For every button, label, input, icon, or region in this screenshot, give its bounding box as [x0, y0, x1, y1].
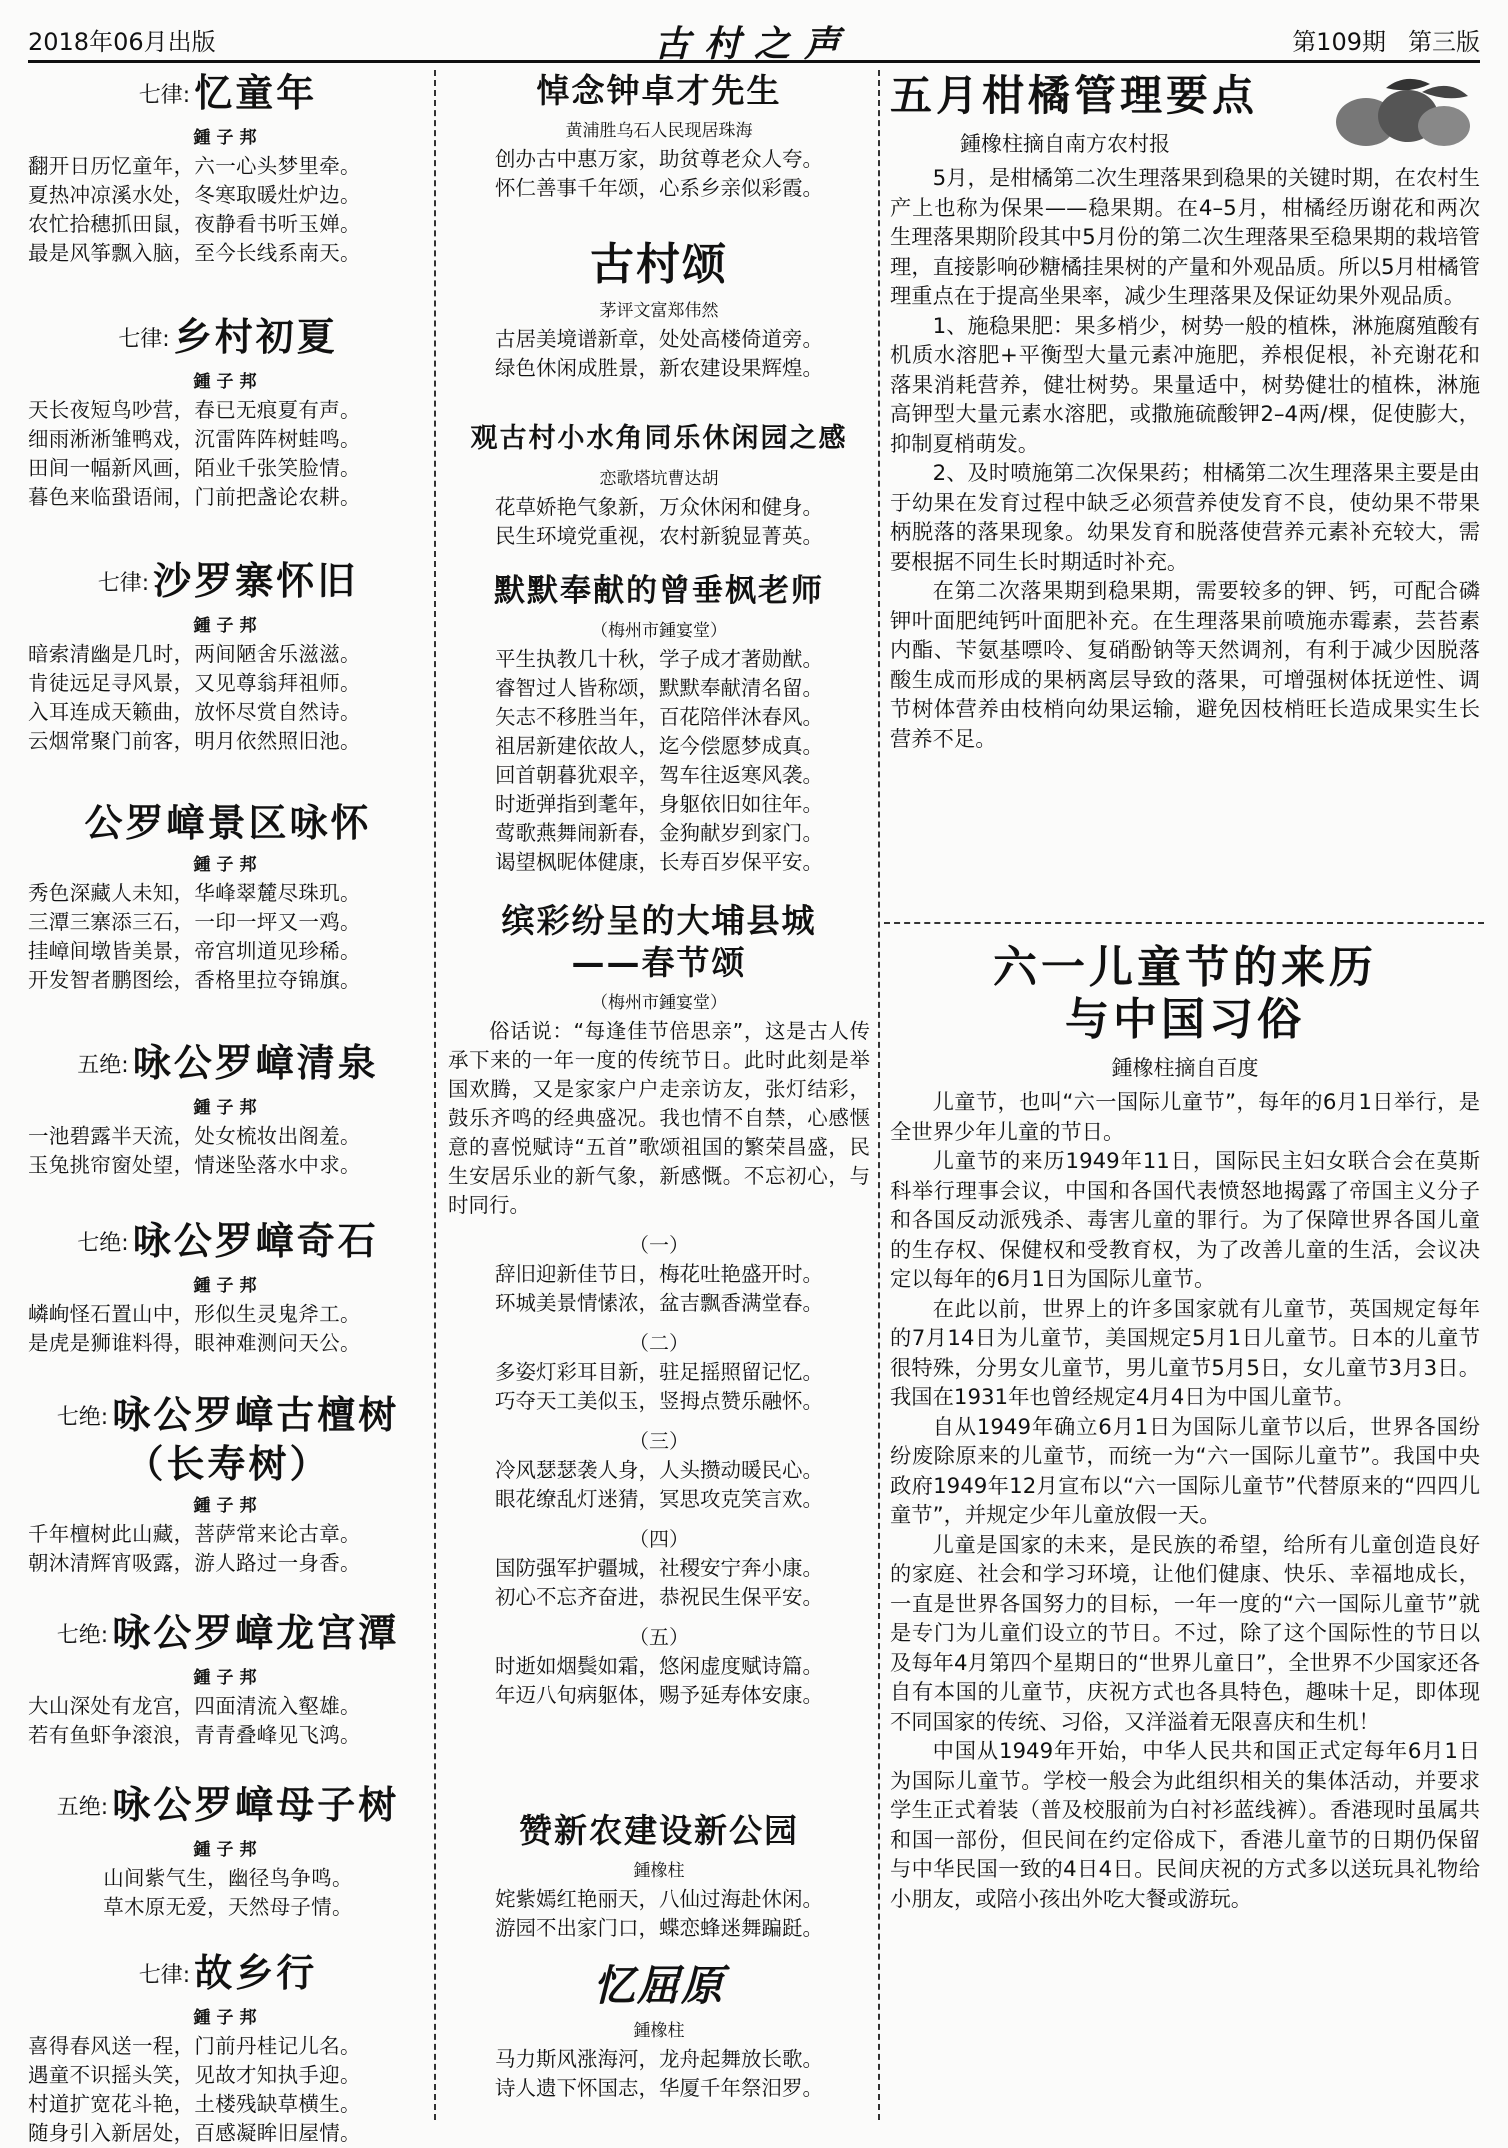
- poem-line: 山间紫气生，幽径鸟争鸣。: [103, 1865, 353, 1890]
- poem-line: 初心不忘齐奋进，恭祝民生保平安。: [495, 1585, 823, 1609]
- poem-line: 草木原无爱，天然母子情。: [103, 1894, 353, 1919]
- poem-title-text: 咏公罗嶂清泉: [132, 1041, 379, 1085]
- poem-line: 眼花缭乱灯迷猜，冥思攻克笑言欢。: [495, 1487, 823, 1511]
- poem-title: [28, 70, 428, 119]
- poem-5: [28, 1040, 428, 1180]
- article-childrens-day: [890, 942, 1480, 1914]
- section-number: （五）: [629, 1625, 689, 1649]
- poem-line: 创办古中惠万家，助贫尊老众人夸。: [495, 147, 823, 171]
- poem-title: [28, 1950, 428, 1999]
- article-paragraph: 儿童节，也叫“六一国际儿童节”，每年的6月1日举行，是全世界少年儿童的节日。: [890, 1090, 1480, 1145]
- poem-author: 茅评文富郑伟然: [599, 301, 719, 321]
- poem-line: 暗索清幽是几时，两间陋舍乐滋滋。: [28, 641, 361, 666]
- poem-line: 翻开日历忆童年，六一心头梦里牵。: [28, 153, 361, 178]
- poem-line: 挂嶂间墩皆美景，帝宫圳道见珍稀。: [28, 939, 361, 963]
- poem-title: 忆屈原: [592, 1961, 725, 2010]
- section-number: （二）: [629, 1331, 689, 1355]
- article-paragraph: 在此以前，世界上的许多国家就有儿童节，英国规定每年的7月14日为儿童节，美国规定5月1日儿童节。日本的儿童节很特殊，分男女儿童节，男儿童节5月5日，女儿童节3月3日。我国在1931年也曾经规定4月4日为中国儿童节。: [890, 1296, 1480, 1410]
- poem-1: [28, 70, 428, 268]
- poem-line: 姹紫嫣红艳丽天，八仙过海赴休闲。: [495, 1887, 823, 1911]
- poem-line: 环城美景情愫浓，盆吉飘香满堂春。: [495, 1291, 823, 1315]
- poem-title: [28, 1782, 428, 1831]
- poem-line: 辞旧迎新佳节日，梅花吐艳盛开时。: [495, 1262, 823, 1286]
- poem-line: 若有鱼虾争滚浪，青青叠峰见飞鸿。: [28, 1722, 361, 1747]
- poem-form: 七绝:: [77, 1230, 129, 1256]
- article-divider: [884, 922, 1484, 924]
- poem-title-text: 沙罗寨怀旧: [153, 559, 359, 603]
- poem-title: [28, 800, 428, 846]
- column-divider: [434, 70, 436, 2120]
- newspaper-name: 古村之声: [653, 23, 854, 65]
- poem-title: [28, 1040, 428, 1089]
- poem-author: 黄浦胜乌石人民现居珠海: [565, 121, 753, 141]
- poem-line: 莺歌燕舞闹新春，金狗献岁到家门。: [495, 821, 823, 845]
- poem-line: 入耳连成天籁曲，放怀尽赏自然诗。: [28, 699, 361, 724]
- poem-line: 随身引入新居处，百感凝眸旧屋情。: [28, 2120, 361, 2145]
- poem-line: 古居美境谱新章，处处高楼倚道旁。: [495, 327, 823, 351]
- poem-author: 鍾子邦: [193, 1097, 263, 1118]
- poem-title-text: 故乡行: [194, 1951, 318, 1995]
- poem-line: 遇童不识摇头笑，见故才知执手迎。: [28, 2062, 361, 2087]
- poem-line: 谒望枫昵体健康，长寿百岁保平安。: [495, 850, 823, 874]
- publish-date: 2018年06月出版: [28, 28, 216, 56]
- article-source: 鍾橡柱摘自百度: [1111, 1056, 1259, 1080]
- poem-village: [448, 238, 870, 383]
- article-title: 缤彩纷呈的大埔县城: [501, 901, 817, 940]
- poem-line: 冷风瑟瑟袭人身，人头攒动暖民心。: [495, 1458, 823, 1482]
- poem-line: 秀色深藏人未知，华峰翠麓尽珠玑。: [28, 881, 361, 905]
- poem-line: 云烟常聚门前客，明月依然照旧池。: [28, 728, 361, 753]
- poem-author: 鍾子邦: [193, 2007, 263, 2028]
- article-subtitle: ——春节颂: [571, 943, 747, 982]
- article-spring-festival: [448, 900, 870, 1710]
- article-title: 五月柑橘管理要点: [890, 71, 1259, 120]
- poem-author: 鍾子邦: [193, 615, 263, 636]
- poem-line: 多姿灯彩耳目新，驻足摇照留记忆。: [495, 1360, 823, 1384]
- poem-line: 祖居新建依故人，迄今偿愿梦成真。: [495, 734, 823, 758]
- article-paragraph: 儿童节的来历1949年11日，国际民主妇女联合会在莫斯科举行理事会议，中国和各国代表愤怒地揭露了帝国主义分子和各国反动派残杀、毒害儿童的罪行。为了保障世界各国儿童的生存权、保健权和受教育权，为了改善儿童的生活，会议决定以每年的6月1日为国际儿童节。: [890, 1149, 1480, 1292]
- poem-title: [28, 558, 428, 607]
- poem-line: 喜得春风送一程，门前丹桂记儿名。: [28, 2033, 361, 2058]
- poem-form: 五绝:: [77, 1052, 129, 1078]
- poem-line: 年迈八旬病躯体，赐予延寿体安康。: [495, 1683, 823, 1707]
- poem-author: 鍾橡柱: [633, 2021, 685, 2041]
- poem-title-text: 咏公罗嶂古檀树: [112, 1393, 400, 1437]
- poem-form: 七绝:: [56, 1404, 109, 1430]
- article-source: 鍾橡柱摘自南方农村报: [960, 132, 1170, 156]
- poem-title: 悼念钟卓才先生: [536, 71, 782, 110]
- poem-line: 一池碧露半天流，处女梳妆出阁羞。: [28, 1123, 361, 1148]
- poem-line: 村道扩宽花斗艳，土楼残缺草横生。: [28, 2091, 361, 2116]
- poem-line: 三潭三寨添三石，一印一坪又一鸡。: [28, 910, 361, 934]
- article-citrus: [890, 70, 1480, 754]
- poem-line: 绿色休闲成胜景，新农建设果辉煌。: [495, 356, 823, 380]
- poem-author: 鍾子邦: [193, 371, 263, 392]
- poem-line: 国防强军护疆城，社稷安宁奔小康。: [495, 1556, 823, 1580]
- poem-author: 鍾子邦: [193, 1667, 263, 1688]
- article-paragraph: 1、施稳果肥：果多梢少，树势一般的植株，淋施腐殖酸有机质水溶肥+平衡型大量元素冲施肥，养根促根，补充谢花和落果消耗营养，健壮树势。果量适中，树势健壮的植株，淋施高钾型大量元素水溶肥，或撒施硫酸钾2–4两/棵，促使膨大，抑制夏梢萌发。: [890, 313, 1480, 457]
- poem-form: 七律:: [97, 570, 150, 596]
- edition-number: 第三版: [1408, 28, 1480, 56]
- poem-title: [28, 1392, 428, 1441]
- poem-line: 细雨淅淅雏鸭戏，沉雷阵阵树蛙鸣。: [28, 426, 361, 451]
- section-number: （四）: [629, 1527, 689, 1551]
- poem-line: 时逝如烟鬓如霜，悠闲虚度赋诗篇。: [495, 1654, 823, 1678]
- poem-title-text: 咏公罗嶂奇石: [132, 1219, 379, 1263]
- poem-line: 游园不出家门口，蝶恋蜂迷舞蹁跹。: [495, 1916, 823, 1940]
- poem-teacher: [448, 570, 870, 877]
- poem-author: 鍾子邦: [193, 1495, 263, 1516]
- poem-line: 嶙峋怪石置山中，形似生灵鬼斧工。: [28, 1301, 361, 1326]
- poem-line: 怀仁善事千年颂，心系乡亲似彩霞。: [495, 176, 823, 200]
- poem-9: [28, 1782, 428, 1922]
- poem-author: （梅州市鍾宴堂）: [591, 621, 727, 641]
- article-author: （梅州市鍾宴堂）: [591, 993, 727, 1013]
- poem-line: 睿智过人皆称颂，默默奉献清名留。: [495, 676, 823, 700]
- poem-line: 肯徒远足寻风景，又见尊翁拜祖师。: [28, 670, 361, 695]
- article-paragraph: 在第二次落果期到稳果期，需要较多的钾、钙，可配合磷钾叶面肥纯钙叶面肥补充。在生理落果前喷施赤霉素，芸苔素内酯、苄氨基嘌呤、复硝酚钠等天然调剂，有利于减少因脱落酸生成而形成的果柄离层导致的落果，可增强树体抚逆性、调节树体营养由枝梢向幼果运输，避免因枝梢旺长造成果实生长营养不足。: [890, 579, 1480, 752]
- article-paragraph: 自从1949年确立6月1日为国际儿童节以后，世界各国纷纷废除原来的儿童节，而统一为“六一国际儿童节”。我国中央政府1949年12月宣布以“六一国际儿童节”代替原来的“四四儿童节”，并规定少年儿童放假一天。: [890, 1414, 1480, 1528]
- poem-line: 马力斯风涨海河，龙舟起舞放长歌。: [495, 2047, 823, 2071]
- poem-line: 夏热冲凉溪水处，冬寒取暖灶炉边。: [28, 182, 361, 207]
- poem-line: 暮色来临蛩语闹，门前把盏论农耕。: [28, 484, 361, 509]
- poem-title: [28, 1610, 428, 1659]
- poem-title-text: 咏公罗嶂龙宫潭: [112, 1611, 400, 1655]
- poem-title: 默默奉献的曾垂枫老师: [494, 573, 824, 609]
- poem-title: 古村颂: [590, 239, 728, 290]
- poem-line: 矢志不移胜当年，百花陪伴沐春风。: [495, 705, 823, 729]
- section-number: （一）: [629, 1233, 689, 1257]
- poem-line: 花草娇艳气象新，万众休闲和健身。: [495, 495, 823, 519]
- poem-line: 是虎是狮谁料得，眼神难测问天公。: [28, 1330, 361, 1355]
- article-paragraph: 2、及时喷施第二次保果药；柑橘第二次生理落果主要是由于幼果在发育过程中缺乏必须营养使发育不良，使幼果不带果柄脱落的落果现象。幼果发育和脱落使营养元素补充较大，需要根据不同生长时期适时补充。: [890, 461, 1480, 575]
- poem-line: 平生执教几十秋，学子成才著勋猷。: [495, 647, 823, 671]
- poem-4: [28, 800, 428, 995]
- poem-title-text: 公罗嶂景区咏怀: [84, 801, 372, 845]
- article-title-line2: 与中国习俗: [1065, 994, 1305, 1045]
- poem-qu-yuan: [448, 1960, 870, 2103]
- poem-line: 民生环境党重视，农村新貌显菁英。: [495, 524, 823, 548]
- poem-subtitle: （长寿树）: [125, 1441, 331, 1486]
- poem-title-text: 乡村初夏: [173, 315, 338, 359]
- poem-author: 鍾橡柱: [633, 1861, 685, 1881]
- poem-author: 鍾子邦: [193, 1275, 263, 1296]
- poem-author: 鍾子邦: [193, 1839, 263, 1860]
- poem-park: [448, 418, 870, 551]
- poem-line: 田间一幅新风画，陌业千张笑脸情。: [28, 455, 361, 480]
- poem-line: 朝沐清辉宵吸露，游人路过一身香。: [28, 1550, 361, 1575]
- poem-form: 七绝:: [56, 1622, 109, 1648]
- poem-author: 鍾子邦: [193, 855, 263, 875]
- poem-new-park: [448, 1810, 870, 1943]
- poem-mourning: [448, 70, 870, 203]
- poem-form: 七律:: [118, 326, 170, 352]
- page-header: [28, 14, 1480, 63]
- poem-title-text: 忆童年: [194, 71, 318, 115]
- poem-title: [28, 314, 428, 363]
- article-paragraph: 儿童是国家的未来，是民族的希望，给所有儿童创造良好的家庭、社会和学习环境，让他们健康、快乐、幸福地成长，一直是世界各国努力的目标，一年一度的“六一国际儿童节”就是专门为儿童们设立的节日。不过，除了这个国际性的节日以及每年4月第四个星期日的“世界儿童日”，全世界不少国家还各自有本国的儿童节，庆祝方式也各具特色，趣味十足，即体现不同国家的传统、习俗，又洋溢着无限喜庆和生机！: [890, 1532, 1480, 1735]
- poem-10: [28, 1950, 428, 2148]
- poem-form: 七律:: [138, 82, 191, 108]
- poem-line: 农忙拾穗抓田鼠，夜静看书听玉婵。: [28, 211, 361, 236]
- poem-line: 天长夜短鸟吵营，春已无痕夏有声。: [28, 397, 361, 422]
- poem-line: 大山深处有龙宫，四面清流入壑雄。: [28, 1693, 361, 1718]
- poem-form: 五绝:: [56, 1794, 109, 1820]
- column-divider: [878, 70, 880, 2120]
- poem-line: 时逝弹指到耄年，身躯依旧如往年。: [495, 792, 823, 816]
- article-paragraph: 中国从1949年开始，中华人民共和国正式定每年6月1日为国际儿童节。学校一般会为此组织相关的集体活动，并要求学生正式着装（普及校服前为白衬衫蓝线裤）。香港现时虽属共和国一部份，但民间在约定俗成下，香港儿童节的日期仍保留与中华民国一致的4日4日。民间庆祝的方式多以送玩具礼物给小朋友，或陪小孩出外吃大餐或游玩。: [890, 1739, 1480, 1912]
- poem-line: 回首朝暮犹艰辛，驾车往返寒风袭。: [495, 763, 823, 787]
- poem-line: 开发智者鹏图绘，香格里拉夺锦旗。: [28, 968, 361, 992]
- poem-title: 赞新农建设新公园: [519, 1811, 799, 1850]
- poem-8: [28, 1610, 428, 1750]
- poem-3: [28, 558, 428, 756]
- section-number: （三）: [629, 1429, 689, 1453]
- poem-2: [28, 314, 428, 512]
- poem-title: [28, 1218, 428, 1267]
- article-paragraph: 5月，是柑橘第二次生理落果到稳果的关键时期，在农村生产上也称为保果——稳果期。在4–5月，柑橘经历谢花和两次生理落果期阶段其中5月份的第二次生理落果至稳果期的栽培管理，直接影响砂糖橘挂果树的产量和外观品质。所以5月柑橘管理重点在于提高坐果率，减少生理落果及保证幼果外观品质。: [890, 166, 1480, 309]
- poem-6: [28, 1218, 428, 1358]
- poem-author: 恋歌塔坑曹达胡: [599, 469, 719, 489]
- article-intro: 俗话说：“每逢佳节倍思亲”，这是古人传承下来的一年一度的传统节日。此时此刻是举国欢腾，又是家家户户走亲访友，张灯结彩，鼓乐齐鸣的经典盛况。我也情不自禁，心感惬意的喜悦赋诗“五首”歌颂祖国的繁荣昌盛，民生安居乐业的新气象，新感慨。不忘初心，与时同行。: [448, 1019, 870, 1217]
- poem-title-text: 咏公罗嶂母子树: [112, 1783, 400, 1827]
- article-title: 六一儿童节的来历: [993, 942, 1377, 993]
- poem-line: 巧夺天工美似玉，竖拇点赞乐融怀。: [495, 1389, 823, 1413]
- poem-line: 诗人遗下怀国志，华厦千年祭汨罗。: [495, 2076, 823, 2100]
- citrus-illustration: [1326, 72, 1476, 152]
- poem-7: [28, 1392, 428, 1578]
- issue-info: [1270, 22, 1480, 57]
- poem-line: 玉兔挑帘窗处望，情迷坠落水中求。: [28, 1152, 361, 1177]
- poem-line: 最是风筝飘入脑，至今长线系南天。: [28, 240, 361, 265]
- poem-author: 鍾子邦: [193, 127, 263, 148]
- poem-line: 千年檀树此山藏，菩萨常来论古章。: [28, 1521, 361, 1546]
- issue-number: 第109期: [1292, 28, 1386, 56]
- poem-form: 七律:: [138, 1962, 191, 1988]
- poem-title: 观古村小水角同乐休闲园之感: [470, 423, 848, 454]
